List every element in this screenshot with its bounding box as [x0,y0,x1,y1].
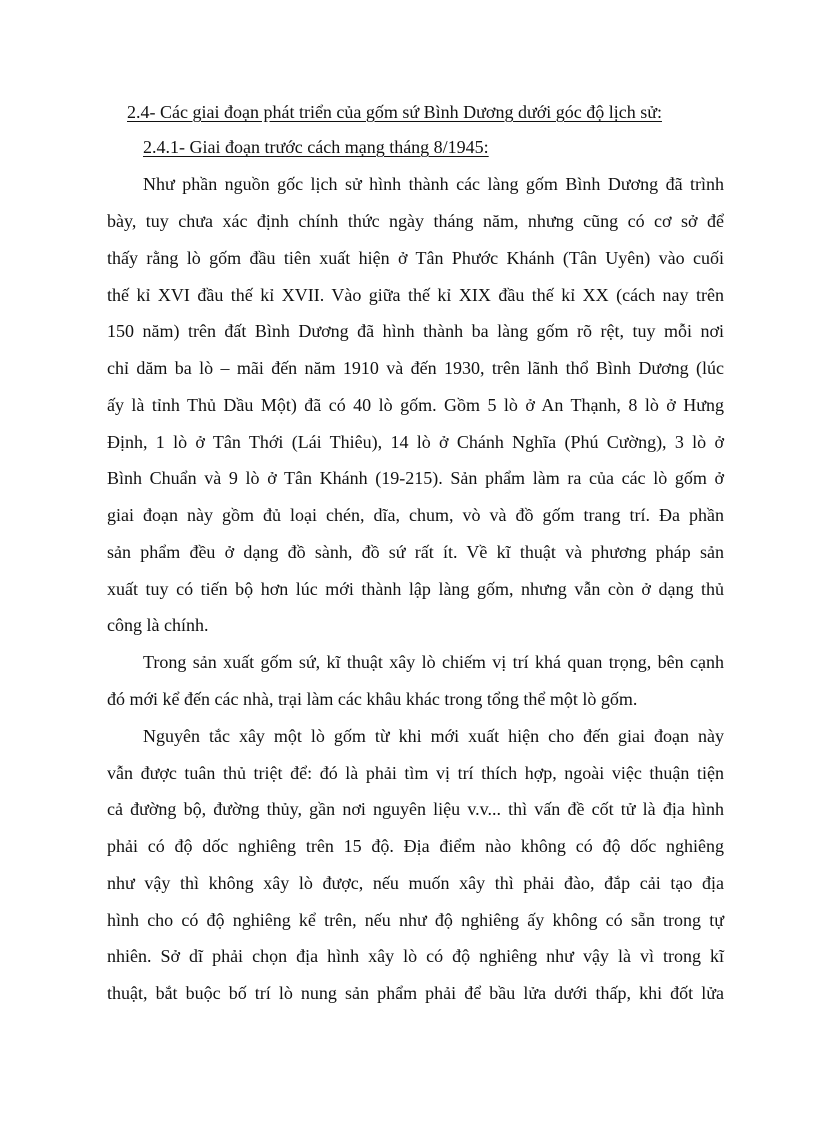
paragraph-1-line-9: Bình Chuẩn và 9 lò ở Tân Khánh (19-215). Sản phẩm làm ra của các lò gốm ở [107,468,724,488]
paragraph-1-line-13: công là chính. [107,615,209,635]
paragraph-1-line-3: thấy rằng lò gốm đầu tiên xuất hiện ở Tân Phước Khánh (Tân Uyên) vào cuối [107,248,724,268]
section-heading: 2.4- Các giai đoạn phát triển của gốm sứ Bình Dương dưới góc độ lịch sử: [127,102,662,122]
subsection-heading: 2.4.1- Giai đoạn trước cách mạng tháng 8/1945: [143,137,489,157]
paragraph-1-line-12: xuất tuy có tiến bộ hơn lúc mới thành lập làng gốm, nhưng vẫn còn ở dạng thủ [107,579,724,599]
paragraph-1-line-2: bày, tuy chưa xác định chính thức ngày tháng năm, nhưng cũng có cơ sở để [107,211,724,231]
paragraph-1-line-10: giai đoạn này gồm đủ loại chén, dĩa, chum, vò và đồ gốm trang trí. Đa phần [107,505,724,525]
paragraph-2-line-2: đó mới kể đến các nhà, trại làm các khâu khác trong tổng thể một lò gốm. [107,689,638,709]
paragraph-3-line-3: cả đường bộ, đường thủy, gần nơi nguyên liệu v.v... thì vấn đề cốt tử là địa hình [107,799,724,819]
paragraph-3-line-5: như vậy thì không xây lò được, nếu muốn xây thì phải đào, đắp cải tạo địa [107,873,724,893]
paragraph-3-line-7: nhiên. Sở dĩ phải chọn địa hình xây lò có độ nghiêng như vậy là vì trong kĩ [107,946,724,966]
paragraph-1-line-6: chỉ dăm ba lò – mãi đến năm 1910 và đến 1930, trên lãnh thổ Bình Dương (lúc [107,358,724,378]
paragraph-1-line-8: Định, 1 lò ở Tân Thới (Lái Thiêu), 14 lò ở Chánh Nghĩa (Phú Cường), 3 lò ở [107,432,724,452]
paragraph-3-line-8: thuật, bắt buộc bố trí lò nung sản phẩm phải để bầu lửa dưới thấp, khi đốt lửa [107,983,724,1003]
paragraph-3-line-6: hình cho có độ nghiêng kể trên, nếu như độ nghiêng ấy không có sẵn trong tự [107,910,724,930]
paragraph-3-line-2: vẫn được tuân thủ triệt để: đó là phải tìm vị trí thích hợp, ngoài việc thuận tiện [107,763,724,783]
paragraph-1-line-1: Như phần nguồn gốc lịch sử hình thành các làng gốm Bình Dương đã trình [143,174,724,194]
paragraph-1-line-4: thế kỉ XVI đầu thế kỉ XVII. Vào giữa thế kỉ XIX đầu thế kỉ XX (cách nay trên [107,285,724,305]
paragraph-1-line-5: 150 năm) trên đất Bình Dương đã hình thành ba làng gốm rõ rệt, tuy mỗi nơi [107,321,724,341]
paragraph-1-line-7: ấy là tỉnh Thủ Dầu Một) đã có 40 lò gốm. Gồm 5 lò ở An Thạnh, 8 lò ở Hưng [107,395,724,415]
paragraph-3-line-4: phải có độ dốc nghiêng trên 15 độ. Địa điểm nào không có độ dốc nghiêng [107,836,724,856]
paragraph-3-line-1: Nguyên tắc xây một lò gốm từ khi mới xuất hiện cho đến giai đoạn này [143,726,724,746]
paragraph-1-line-11: sản phẩm đều ở dạng đồ sành, đồ sứ rất ít. Về kĩ thuật và phương pháp sản [107,542,724,562]
paragraph-2-line-1: Trong sản xuất gốm sứ, kĩ thuật xây lò chiếm vị trí khá quan trọng, bên cạnh [143,652,724,672]
